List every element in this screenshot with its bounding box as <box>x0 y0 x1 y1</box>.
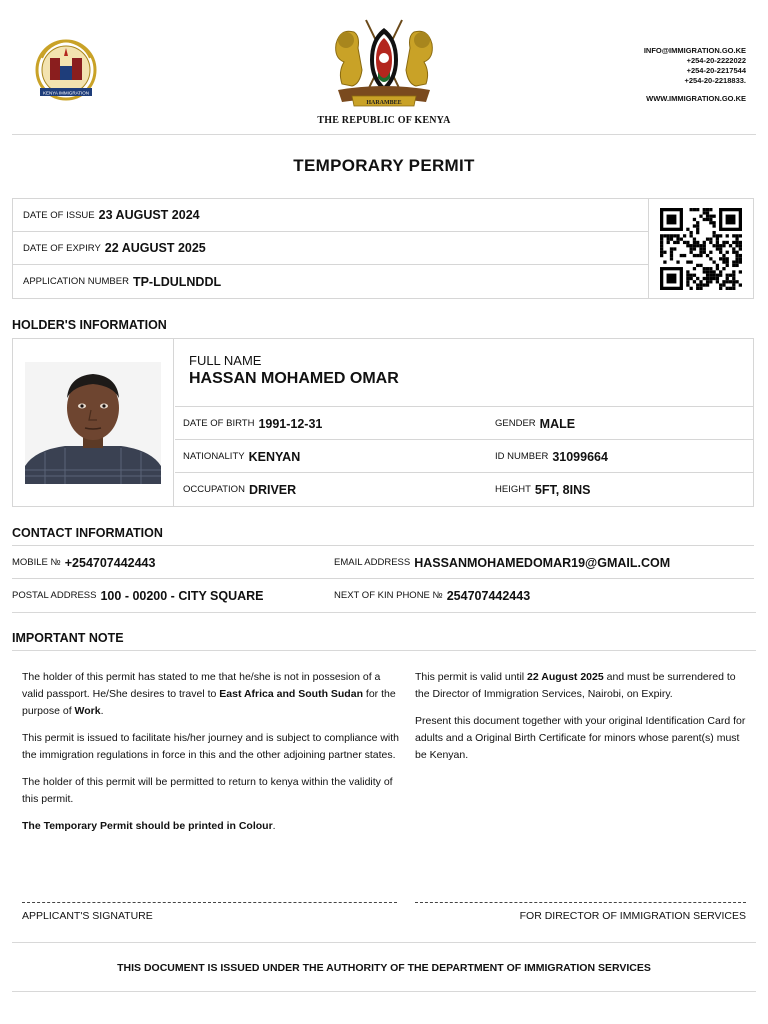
header-phone-3: +254-20-2218833. <box>684 76 746 85</box>
note-paragraph-3: The holder of this permit will be permitted to return to kenya within the validity of this permit. <box>22 776 393 805</box>
expiry-date-row <box>13 232 649 265</box>
mobile-label: MOBILE № <box>12 557 61 568</box>
director-signature-line <box>415 902 746 903</box>
holder-photo <box>25 362 161 484</box>
email-label: EMAIL ADDRESS <box>334 557 411 568</box>
dob-value: 1991-12-31 <box>258 416 323 431</box>
note-paragraph-validity: This permit is valid until 22 August 2025 and must be surrendered to the Director of Immigration Services, Nairobi, on Expiry. <box>415 671 736 700</box>
issue-date-label: DATE OF ISSUE <box>23 209 95 221</box>
postal-address-value: 100 - 00200 - CITY SQUARE <box>100 588 264 603</box>
issue-date-value: 23 AUGUST 2024 <box>98 208 200 222</box>
header-phone-2: +254-20-2217544 <box>686 66 746 75</box>
expiry-date-label: DATE OF EXPIRY <box>23 242 101 254</box>
id-number-label: ID NUMBER <box>495 451 549 462</box>
occupation-label: OCCUPATION <box>183 484 245 495</box>
holder-row-dob <box>175 407 753 440</box>
gender-label: GENDER <box>495 418 536 429</box>
application-number-label: APPLICATION NUMBER <box>23 276 129 287</box>
application-number-row <box>13 265 649 298</box>
document-title: TEMPORARY PERMIT <box>293 156 475 175</box>
postal-address-label: POSTAL ADDRESS <box>12 590 97 601</box>
full-name-value: HASSAN MOHAMED OMAR <box>189 370 399 387</box>
header-website[interactable]: WWW.IMMIGRATION.GO.KE <box>646 94 746 103</box>
issue-details-box <box>12 198 754 299</box>
header-email[interactable]: INFO@IMMIGRATION.GO.KE <box>643 46 746 55</box>
note-divider <box>12 650 756 651</box>
coat-of-arms <box>330 14 438 112</box>
republic-title: THE REPUBLIC OF KENYA <box>317 115 451 126</box>
director-signature-label: FOR DIRECTOR OF IMMIGRATION SERVICES <box>519 910 746 922</box>
contact-row-1 <box>12 545 754 578</box>
qr-code[interactable] <box>660 208 742 290</box>
occupation-value: DRIVER <box>248 482 297 497</box>
note-paragraph-present: Present this document together with your original Identification Card for adults and a Original Birth Certificate for minors whose parent(s) must be Kenyan. <box>415 715 746 761</box>
nationality-label: NATIONALITY <box>183 451 245 462</box>
header-contact <box>644 46 746 104</box>
expiry-date-value: 22 AUGUST 2025 <box>104 241 206 255</box>
application-number-value: TP-LDULNDDL <box>132 274 222 289</box>
holder-info-box <box>12 338 754 507</box>
holder-row-nationality <box>175 440 753 473</box>
contact-row-2 <box>12 578 754 611</box>
gender-value: MALE <box>539 416 576 431</box>
note-paragraph-4: The Temporary Permit should be printed in Colour. <box>22 820 276 832</box>
contact-divider <box>12 612 756 613</box>
height-value: 5FT, 8INS <box>534 482 591 497</box>
applicant-signature-label: APPLICANT'S SIGNATURE <box>22 910 153 922</box>
footer-divider-bottom <box>12 991 756 992</box>
note-paragraph-1: The holder of this permit has stated to me that he/she is not in possesion of a valid passport. He/She desires to travel to East Africa and South Sudan for the purpose of Work. <box>22 671 396 717</box>
nationality-value: KENYAN <box>248 449 301 464</box>
header-divider <box>12 134 756 135</box>
footer-authority-text: THIS DOCUMENT IS ISSUED UNDER THE AUTHORITY OF THE DEPARTMENT OF IMMIGRATION SERVICES <box>117 962 651 974</box>
immigration-logo <box>28 36 104 102</box>
note-right-column <box>415 669 751 774</box>
contact-heading: CONTACT INFORMATION <box>12 526 163 540</box>
id-number-value: 31099664 <box>552 449 608 464</box>
email-value: HASSANMOHAMEDOMAR19@GMAIL.COM <box>414 555 671 570</box>
full-name-cell <box>175 339 753 407</box>
mobile-value: +254707442443 <box>64 555 156 570</box>
header-phone-1: +254-20-2222022 <box>686 56 746 65</box>
note-paragraph-2: This permit is issued to facilitate his/her journey and is subject to compliance with the immigration regulations in force in this and the other adjoining partner states. <box>22 732 400 761</box>
holder-heading: HOLDER'S INFORMATION <box>12 318 167 332</box>
holder-photo-cell <box>13 339 174 506</box>
dob-label: DATE OF BIRTH <box>183 418 255 429</box>
next-of-kin-value: 254707442443 <box>446 588 531 603</box>
full-name-label: FULL NAME <box>189 353 262 368</box>
svg-text:KENYA IMMIGRATION: KENYA IMMIGRATION <box>42 90 90 96</box>
qr-code-cell <box>648 199 753 298</box>
svg-text:HARAMBEE: HARAMBEE <box>366 100 402 106</box>
footer-divider-top <box>12 942 756 943</box>
height-label: HEIGHT <box>495 484 531 495</box>
applicant-signature-line <box>22 902 397 903</box>
holder-row-occupation <box>175 473 753 506</box>
note-heading: IMPORTANT NOTE <box>12 631 124 645</box>
next-of-kin-label: NEXT OF KIN PHONE № <box>334 590 443 601</box>
issue-date-row <box>13 199 649 232</box>
note-left-column <box>22 669 402 845</box>
